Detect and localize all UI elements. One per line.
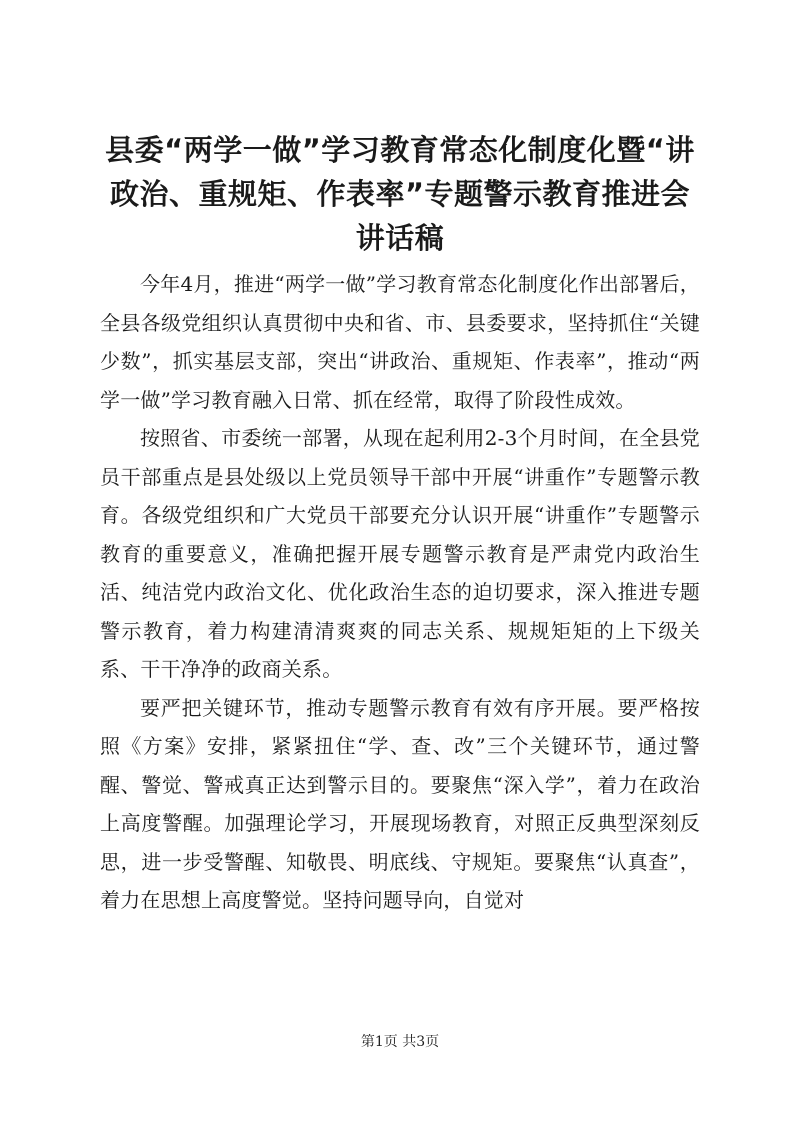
paragraph-2: 按照省、市委统一部署，从现在起利用2-3个月时间，在全县党员干部重点是县处级以上党员领导干部中开展“讲重作”专题警示教育。各级党组织和广大党员干部要充分认识开展“讲重作”专题警示教育的重要意义，准确把握开展专题警示教育是严肃党内政治生活、纯洁党内政治文化、优化政治生态的迫切要求，深入推进专题警示教育，着力构建清清爽爽的同志关系、规规矩矩的上下级关系、干干净净的政商关系。 — [100, 426, 700, 681]
document-title: 县委“两学一做”学习教育常态化制度化暨“讲政治、重规矩、作表率”专题警示教育推进会讲话稿 — [105, 133, 695, 255]
document-body — [100, 265, 700, 920]
page-number-footer: 第1页 共3页 — [360, 1034, 440, 1050]
paragraph-1: 今年4月，推进“两学一做”学习教育常态化制度化作出部署后，全县各级党组织认真贯彻中央和省、市、县委要求，坚持抓住“关键少数”，抓实基层支部，突出“讲政治、重规矩、作表率”，推动“两学一做”学习教育融入日常、抓在经常，取得了阶段性成效。 — [100, 272, 700, 412]
paragraph-3: 要严把关键环节，推动专题警示教育有效有序开展。要严格按照《方案》安排，紧紧扭住“学、查、改”三个关键环节，通过警醒、警觉、警戒真正达到警示目的。要聚焦“深入学”，着力在政治上高度警醒。加强理论学习，开展现场教育，对照正反典型深刻反思，进一步受警醒、知敬畏、明底线、守规矩。要聚焦“认真查”，着力在思想上高度警觉。坚持问题导向，自觉对 — [100, 695, 700, 912]
